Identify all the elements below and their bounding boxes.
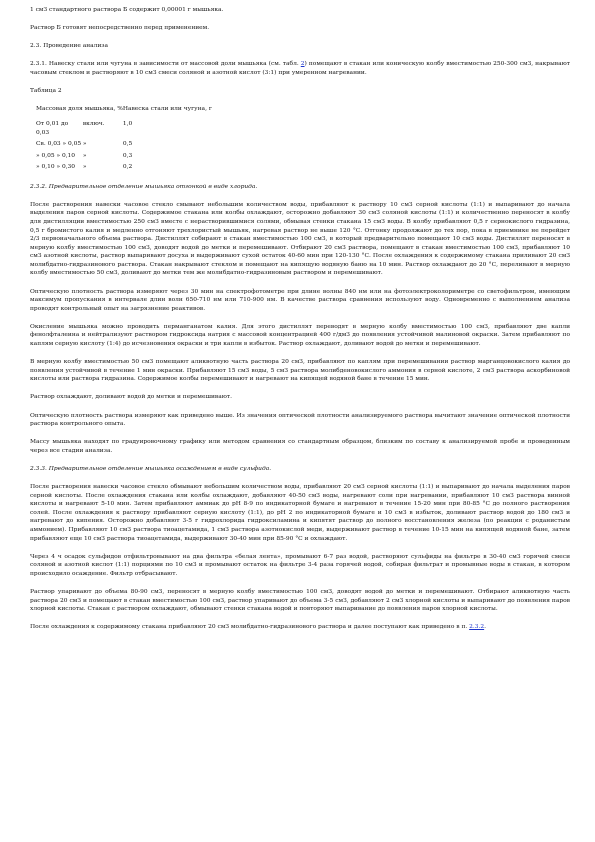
paragraph-final — [30, 623, 570, 632]
paragraph-distillation: После растворения навески часовое стекло смывают небольшим количеством воды, прибавляют к раствору 10 смЗ серной кислоты (1:1) и выпаривают до начала выделения паров серной кислоты. Содержимое стакана или колбы охлаждают, осторожно добавляют 30 смЗ соляной кислоты (1:1) и количественно переносят в колбу для дистилляции вместимостью 250 смЗ вместе с нерастворившимися солями, обмывая стенки стакана 15 смЗ воды. В колбу прибавляют 0,5 г сернокислого гидразина, 0,5 г бромистого калия и медленно отгоняют трехлористый мышьяк, нагревая раствор не выше 120 °С. Отгонку продолжают до тех пор, пока в приемнике не перейдет 2/3 первоначального объема раствора. Дистиллят собирают в стакан вместимостью 100 смЗ, в который предварительно помещают 10 смЗ воды. Дистиллят переносят в мерную колбу вместимостью 100 смЗ, доводят водой до метки и перемешивают. Отбирают 20 смЗ раствора, помещают в стакан вместимостью 100 смЗ, прибавляют 10 смЗ азотной кислоты, раствор выпаривают досуха и выдерживают сухой остаток 40-60 мин при 120-130 °С. После охлаждения к содержимому стакана приливают 20 смЗ молибдатно-гидразинового раствора. Стакан накрывают стеклом и помещают на кипящую водяную баню на 10 мин. Раствор охлаждают до 20 °С, переливают в мерную колбу вместимостью 50 смЗ, доливают до метки тем же молибдатно-гидразиновым раствором и перемешивают. — [30, 201, 570, 277]
paragraph-sulfide-precipitation: После растворения навески часовое стекло обмывают небольшим количеством воды, прибавляют 20 смЗ серной кислоты (1:1) и выпаривают до начала выделения паров серной кислоты. После охлаждения стакана или колбы охлаждают, добавляют 40-50 смЗ воды, нагревают соли при нагревании, прибавляют 10 смЗ раствора винной кислоты и нагревают 5-10 мин. Затем прибавляют аммиак до pH 8-9 по индикаторной бумаге и нагревают в течение 15-20 мин при 80-85 °С до полного растворения солей. После охлаждения к раствору прибавляют серную кислоту (1:1), до pH 2 по индикаторной бумаге и 10 смЗ в избыток, доливают раствор водой до 180 смЗ и нагревают до кипения. Осторожно добавляют 3-5 г гидрохлорида гидроксиламина и кипятят раствор до полного восстановления железа (по реакции с роданистым аммонием). Прибавляют 10 смЗ раствора тиоацетамида, 1 смЗ раствора азотнокислой меди, выдерживают раствор в течение 10-15 мин на кипящей водяной бане, затем прибавляют еще 10 смЗ раствора тиоацетамида, выдерживают 30-40 мин при 85-90 °С и охлаждают. — [30, 483, 570, 542]
table-2-link[interactable]: 2 — [300, 61, 305, 68]
paragraph-optical-density: Оптическую плотность раствора измеряют через 30 мин на спектрофотометре при длине волны 840 нм или на фотоэлектроколориметре со светофильтром, имеющим максимум пропускания в интервале длин волн 650-710 нм или 710-900 нм. В качестве раствора сравнения используют воду. Одновременно с выполнением анализа проводят контрольный опыт на загрязнение реактивов. — [30, 288, 570, 312]
table-row — [36, 152, 212, 163]
paragraph-calibration: Массу мышьяка находят по градуировочному графику или методом сравнения со стандартным образцом, близким по составу к анализируемой пробе и проведенным через все стадии анализа. — [30, 439, 570, 454]
paragraph-2-3-1-text-a: 2.3.1. Навеску стали или чугуна в зависимости от массовой доли мышьяка (см. табл. — [30, 61, 301, 68]
table-cell-inclusive: » — [82, 152, 87, 159]
table-cell-range: Св. 0,03 » 0,05 — [36, 141, 82, 148]
table-row — [36, 120, 212, 140]
table-2 — [36, 105, 212, 175]
document-page — [30, 6, 570, 641]
table-cell-mass: 1,0 — [122, 121, 133, 128]
table-header-mass-fraction: Массовая доля мышьяка, % — [36, 106, 123, 113]
table-cell-inclusive: » — [82, 164, 87, 171]
paragraph-filtration: Через 4 ч осадок сульфидов отфильтровывают на два фильтра «белая лента», промывают 6-7 раз водой, растворяют сульфиды на фильтре в 30-40 смЗ горячей смеси соляной и азотной кислот (1:1) порциями по 10 смЗ и промывают остаток на фильтре 3-4 раза горячей водой, собирая фильтрат и промывные воды в стакан, в котором происходило осаждение. Фильтр отбрасывают. — [30, 553, 570, 577]
table-row — [36, 140, 212, 151]
paragraph-permanganate: Окисление мышьяка можно проводить перманганатом калия. Для этого дистиллят переводят в мерную колбу вместимостью 100 смЗ, прибавляют две капли фенолфталеина и нейтрализуют раствором гидроксида натрия с массовой концентрацией 400 г/дмЗ до появления устойчивой малиновой окраски. Затем прибавляют по каплям серную кислоту (1:4) до исчезновения окраски и три капли в избыток. Раствор охлаждают, доливают водой до метки и перемешивают. — [30, 323, 570, 348]
section-heading-2-3-3: 2.3.3. Предварительное отделение мышьяка осаждением в виде сульфида. — [30, 465, 272, 472]
paragraph-cooling: Раствор охлаждают, доливают водой до метки и перемешивают. — [30, 394, 232, 401]
section-heading-2-3: 2.3. Проведение анализа — [30, 43, 109, 50]
table-cell-range: » 0,05 » 0,10 — [36, 152, 76, 159]
section-2-3-2-link[interactable]: 2.3.2 — [469, 624, 485, 631]
paragraph-aliquot: В мерную колбу вместимостью 50 смЗ помещают аликвотную часть раствора 20 смЗ, прибавляют по каплям при перемешивании раствор марганцовокислого калия до появления устойчивой в течение 1 мин окраски. Прибавляют 15 смЗ воды, 5 смЗ раствора молибденовокислого аммония в серной кислоте, 2 смЗ раствора аскорбиновой кислоты или раствора гидразина. Содержимое колбы перемешивают и нагревают на кипящей водяной бане в течение 15 мин. — [30, 359, 570, 383]
paragraph-intro-2: Раствор Б готовят непосредственно перед применением. — [30, 25, 210, 32]
table-cell-mass: 0,5 — [122, 141, 133, 148]
table-cell-mass: 0,3 — [122, 152, 133, 159]
paragraph-intro-1: 1 смЗ стандартного раствора Б содержит 0,00001 г мышьяка. — [30, 7, 224, 13]
section-heading-2-3-2: 2.3.2. Предварительное отделение мышьяка отгонкой в виде хлорида. — [30, 183, 258, 190]
paragraph-2-3-1 — [30, 60, 570, 77]
table-header-sample-mass: Навеска стали или чугуна, г — [122, 106, 212, 113]
paragraph-2-3-1-text-b: ) помещают в стакан или коническую колбу вместимостью 250-300 смЗ, накрывают часовым стеклом и растворяют в 10 смЗ смеси соляной и азотной кислот (3:1) при умеренном нагревании. — [30, 61, 570, 76]
table-cell-range: » 0,10 » 0,30 — [36, 164, 76, 171]
table-row — [36, 163, 212, 174]
paragraph-final-text-a: После охлаждения к содержимому стакана прибавляют 20 смЗ молибдатно-гидразинового раствора и далее поступают как приведено в п. — [30, 624, 470, 631]
paragraph-measurement: Оптическую плотность раствора измеряют как приведено выше. Из значения оптической плотности анализируемого раствора вычитают значение оптической плотности раствора контрольного опыта. — [30, 412, 570, 428]
table-caption: Таблица 2 — [30, 87, 62, 94]
paragraph-evaporation: Раствор упаривают до объема 80-90 смЗ, переносят в мерную колбу вместимостью 100 смЗ, доводят водой до метки и перемешивают. Отбирают аликвотную часть раствора 20 смЗ и помещают в стакан вместимостью 100 смЗ, раствор упаривают до объема 3-5 смЗ, добавляют 2 смЗ хлорной кислоты и выпаривают до появления паров хлорной кислоты. Стакан с раствором охлаждают, обмывают стенки стакана водой и повторяют выпаривание до появления паров хлорной кислоты. — [30, 588, 570, 613]
table-cell-range: От 0,01 до 0,03 — [36, 121, 69, 137]
table-cell-mass: 0,2 — [122, 164, 133, 171]
paragraph-final-text-b: . — [484, 624, 486, 631]
table-header-row — [36, 105, 212, 120]
table-cell-inclusive: » — [82, 141, 87, 148]
table-cell-inclusive: включ. — [82, 121, 105, 128]
